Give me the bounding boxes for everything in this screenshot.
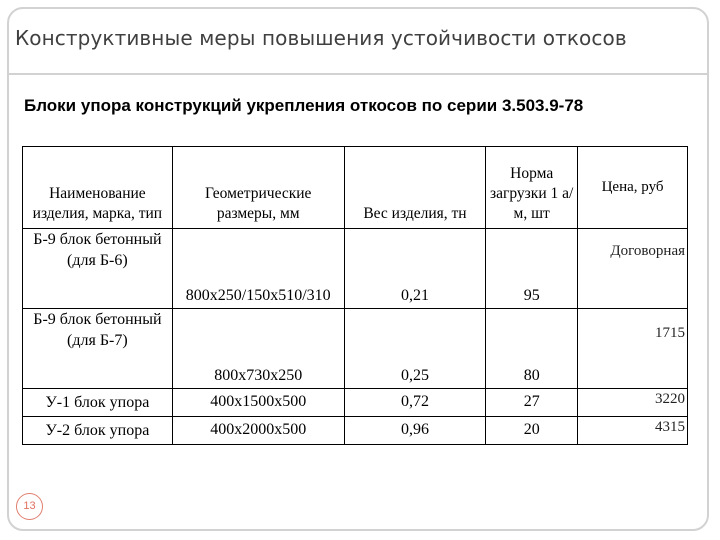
table-header-row [23, 147, 688, 229]
cell-load: 27 [486, 389, 578, 417]
cell-name: Б-9 блок бетонный (для Б-6) [23, 229, 173, 309]
cell-load: 80 [486, 309, 578, 389]
table-row [23, 229, 688, 309]
table-row [23, 417, 688, 445]
cell-name: У-2 блок упора [23, 417, 173, 445]
table-row [23, 309, 688, 389]
cell-load: 95 [486, 229, 578, 309]
cell-price: 1715 [578, 309, 688, 389]
cell-size: 800x730x250 [172, 309, 344, 389]
cell-size: 400x2000x500 [172, 417, 344, 445]
header-load: Норма загрузки 1 а/м, шт [486, 147, 578, 229]
slide-subtitle: Блоки упора конструкций укрепления откосов по серии 3.503.9-78 [24, 96, 584, 115]
header-name: Наименование изделия, марка, тип [23, 147, 173, 229]
slide-number-badge: 13 [16, 493, 43, 520]
cell-price: 4315 [578, 417, 688, 445]
cell-weight: 0,72 [344, 389, 486, 417]
cell-load: 20 [486, 417, 578, 445]
slide-title: Конструктивные меры повышения устойчивости откосов [15, 26, 627, 50]
cell-weight: 0,25 [344, 309, 486, 389]
cell-name: Б-9 блок бетонный (для Б-7) [23, 309, 173, 389]
table-row [23, 389, 688, 417]
cell-weight: 0,96 [344, 417, 486, 445]
price-table [22, 146, 688, 445]
header-divider [7, 73, 709, 75]
cell-size: 800x250/150x510/310 [172, 229, 344, 309]
cell-price: Договорная [578, 229, 688, 309]
cell-size: 400x1500x500 [172, 389, 344, 417]
header-weight: Вес изделия, тн [344, 147, 486, 229]
cell-name: У-1 блок упора [23, 389, 173, 417]
header-size: Геометрические размеры, мм [172, 147, 344, 229]
cell-price: 3220 [578, 389, 688, 417]
header-price: Цена, руб [578, 147, 688, 229]
cell-weight: 0,21 [344, 229, 486, 309]
